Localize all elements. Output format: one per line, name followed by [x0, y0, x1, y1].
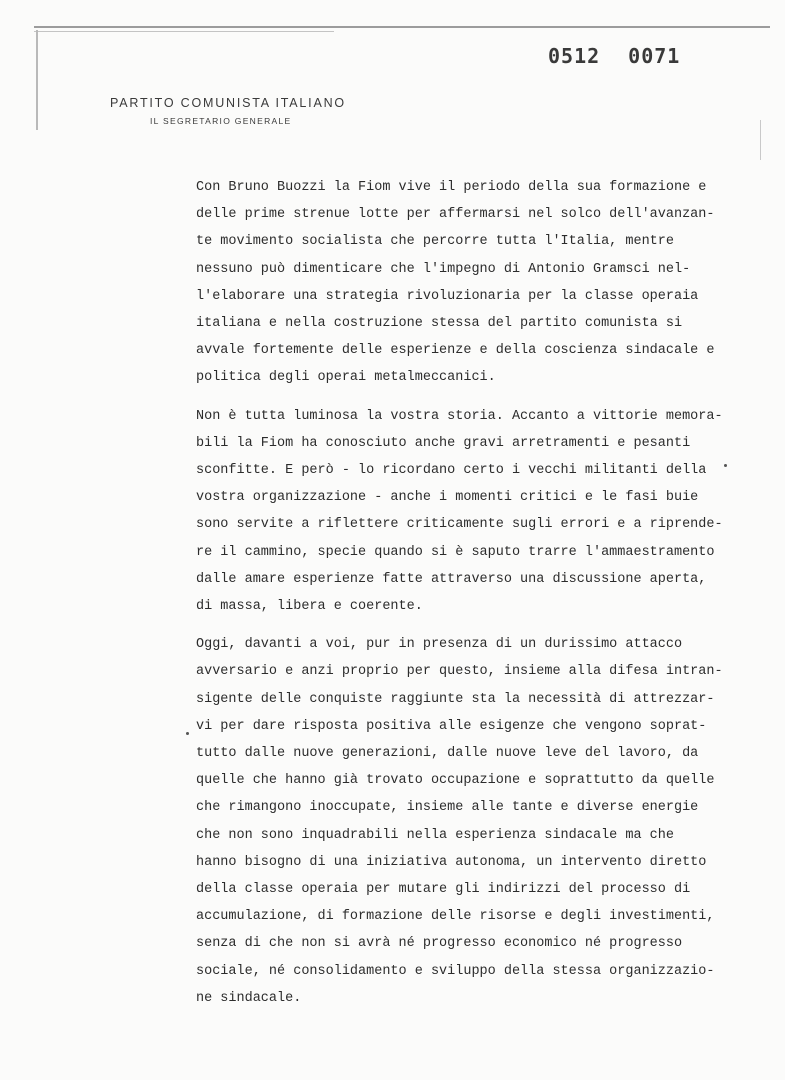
text-line: senza di che non si avrà né progresso economico né progresso — [196, 936, 683, 952]
text-line: tutto dalle nuove generazioni, dalle nuove leve del lavoro, da — [196, 746, 699, 762]
text-line: dalle amare esperienze fatte attraverso una discussione aperta, — [196, 571, 707, 587]
text-line: delle prime strenue lotte per affermarsi nel solco dell'avanzan- — [196, 207, 715, 223]
left-border-line — [36, 30, 38, 130]
text-line: ne sindacale. — [196, 990, 302, 1006]
ink-speck — [724, 464, 727, 467]
text-line: te movimento socialista che percorre tutta l'Italia, mentre — [196, 234, 674, 250]
text-line: quelle che hanno già trovato occupazione e soprattutto da quelle — [196, 773, 715, 789]
text-line: di massa, libera e coerente. — [196, 599, 423, 615]
text-line: hanno bisogno di una iniziativa autonoma, un intervento diretto — [196, 854, 707, 870]
text-line: avversario e anzi proprio per questo, insieme alla difesa intran- — [196, 664, 723, 680]
text-line: l'elaborare una strategia rivoluzionaria per la classe operaia — [196, 288, 699, 304]
text-line: politica degli operai metalmeccanici. — [196, 370, 496, 386]
text-line: avvale fortemente delle esperienze e della coscienza sindacale e — [196, 343, 715, 359]
party-name: PARTITO COMUNISTA ITALIANO — [110, 96, 346, 110]
text-line: sociale, né consolidamento e sviluppo della stessa organizzazio- — [196, 963, 715, 979]
ink-speck — [186, 732, 189, 735]
document-number-part2: 0071 — [628, 44, 681, 68]
text-line: della classe operaia per mutare gli indirizzi del processo di — [196, 882, 691, 898]
text-line: accumulazione, di formazione delle risorse e degli investimenti, — [196, 909, 715, 925]
document-number-part1: 0512 — [548, 44, 601, 68]
document-number — [548, 44, 680, 68]
text-line: Con Bruno Buozzi la Fiom vive il periodo della sua formazione e — [196, 180, 707, 195]
letterhead — [110, 96, 346, 126]
text-line: che rimangono inoccupate, insieme alle tante e diverse energie — [196, 800, 699, 816]
text-line: sono servite a riflettere criticamente sugli errori e a riprende- — [196, 517, 723, 533]
text-line: nessuno può dimenticare che l'impegno di Antonio Gramsci nel- — [196, 261, 691, 277]
right-margin-mark — [760, 120, 761, 160]
paragraph-1 — [196, 174, 715, 392]
text-line: bili la Fiom ha conosciuto anche gravi arretramenti e pesanti — [196, 435, 691, 451]
top-border-line — [34, 26, 770, 28]
paragraph-2 — [196, 403, 723, 621]
paragraph-3 — [196, 631, 723, 1012]
text-line: sconfitte. E però - lo ricordano certo i vecchi militanti della — [196, 463, 707, 479]
text-line: sigente delle conquiste raggiunte sta la necessità di attrezzar- — [196, 691, 715, 707]
text-line: vi per dare risposta positiva alle esigenze che vengono soprat- — [196, 718, 707, 734]
text-line: Oggi, davanti a voi, pur in presenza di un durissimo attacco — [196, 637, 683, 653]
text-line: che non sono inquadrabili nella esperienza sindacale ma che — [196, 827, 674, 843]
text-line: vostra organizzazione - anche i momenti critici e le fasi buie — [196, 490, 699, 506]
text-line: Non è tutta luminosa la vostra storia. Accanto a vittorie memora- — [196, 408, 723, 424]
secretary-title: IL SEGRETARIO GENERALE — [150, 116, 292, 126]
text-line: italiana e nella costruzione stessa del partito comunista si — [196, 316, 683, 332]
top-border-line-secondary — [34, 31, 334, 32]
text-line: re il cammino, specie quando si è saputo trarre l'ammaestramento — [196, 544, 715, 560]
letter-body — [196, 174, 723, 1023]
